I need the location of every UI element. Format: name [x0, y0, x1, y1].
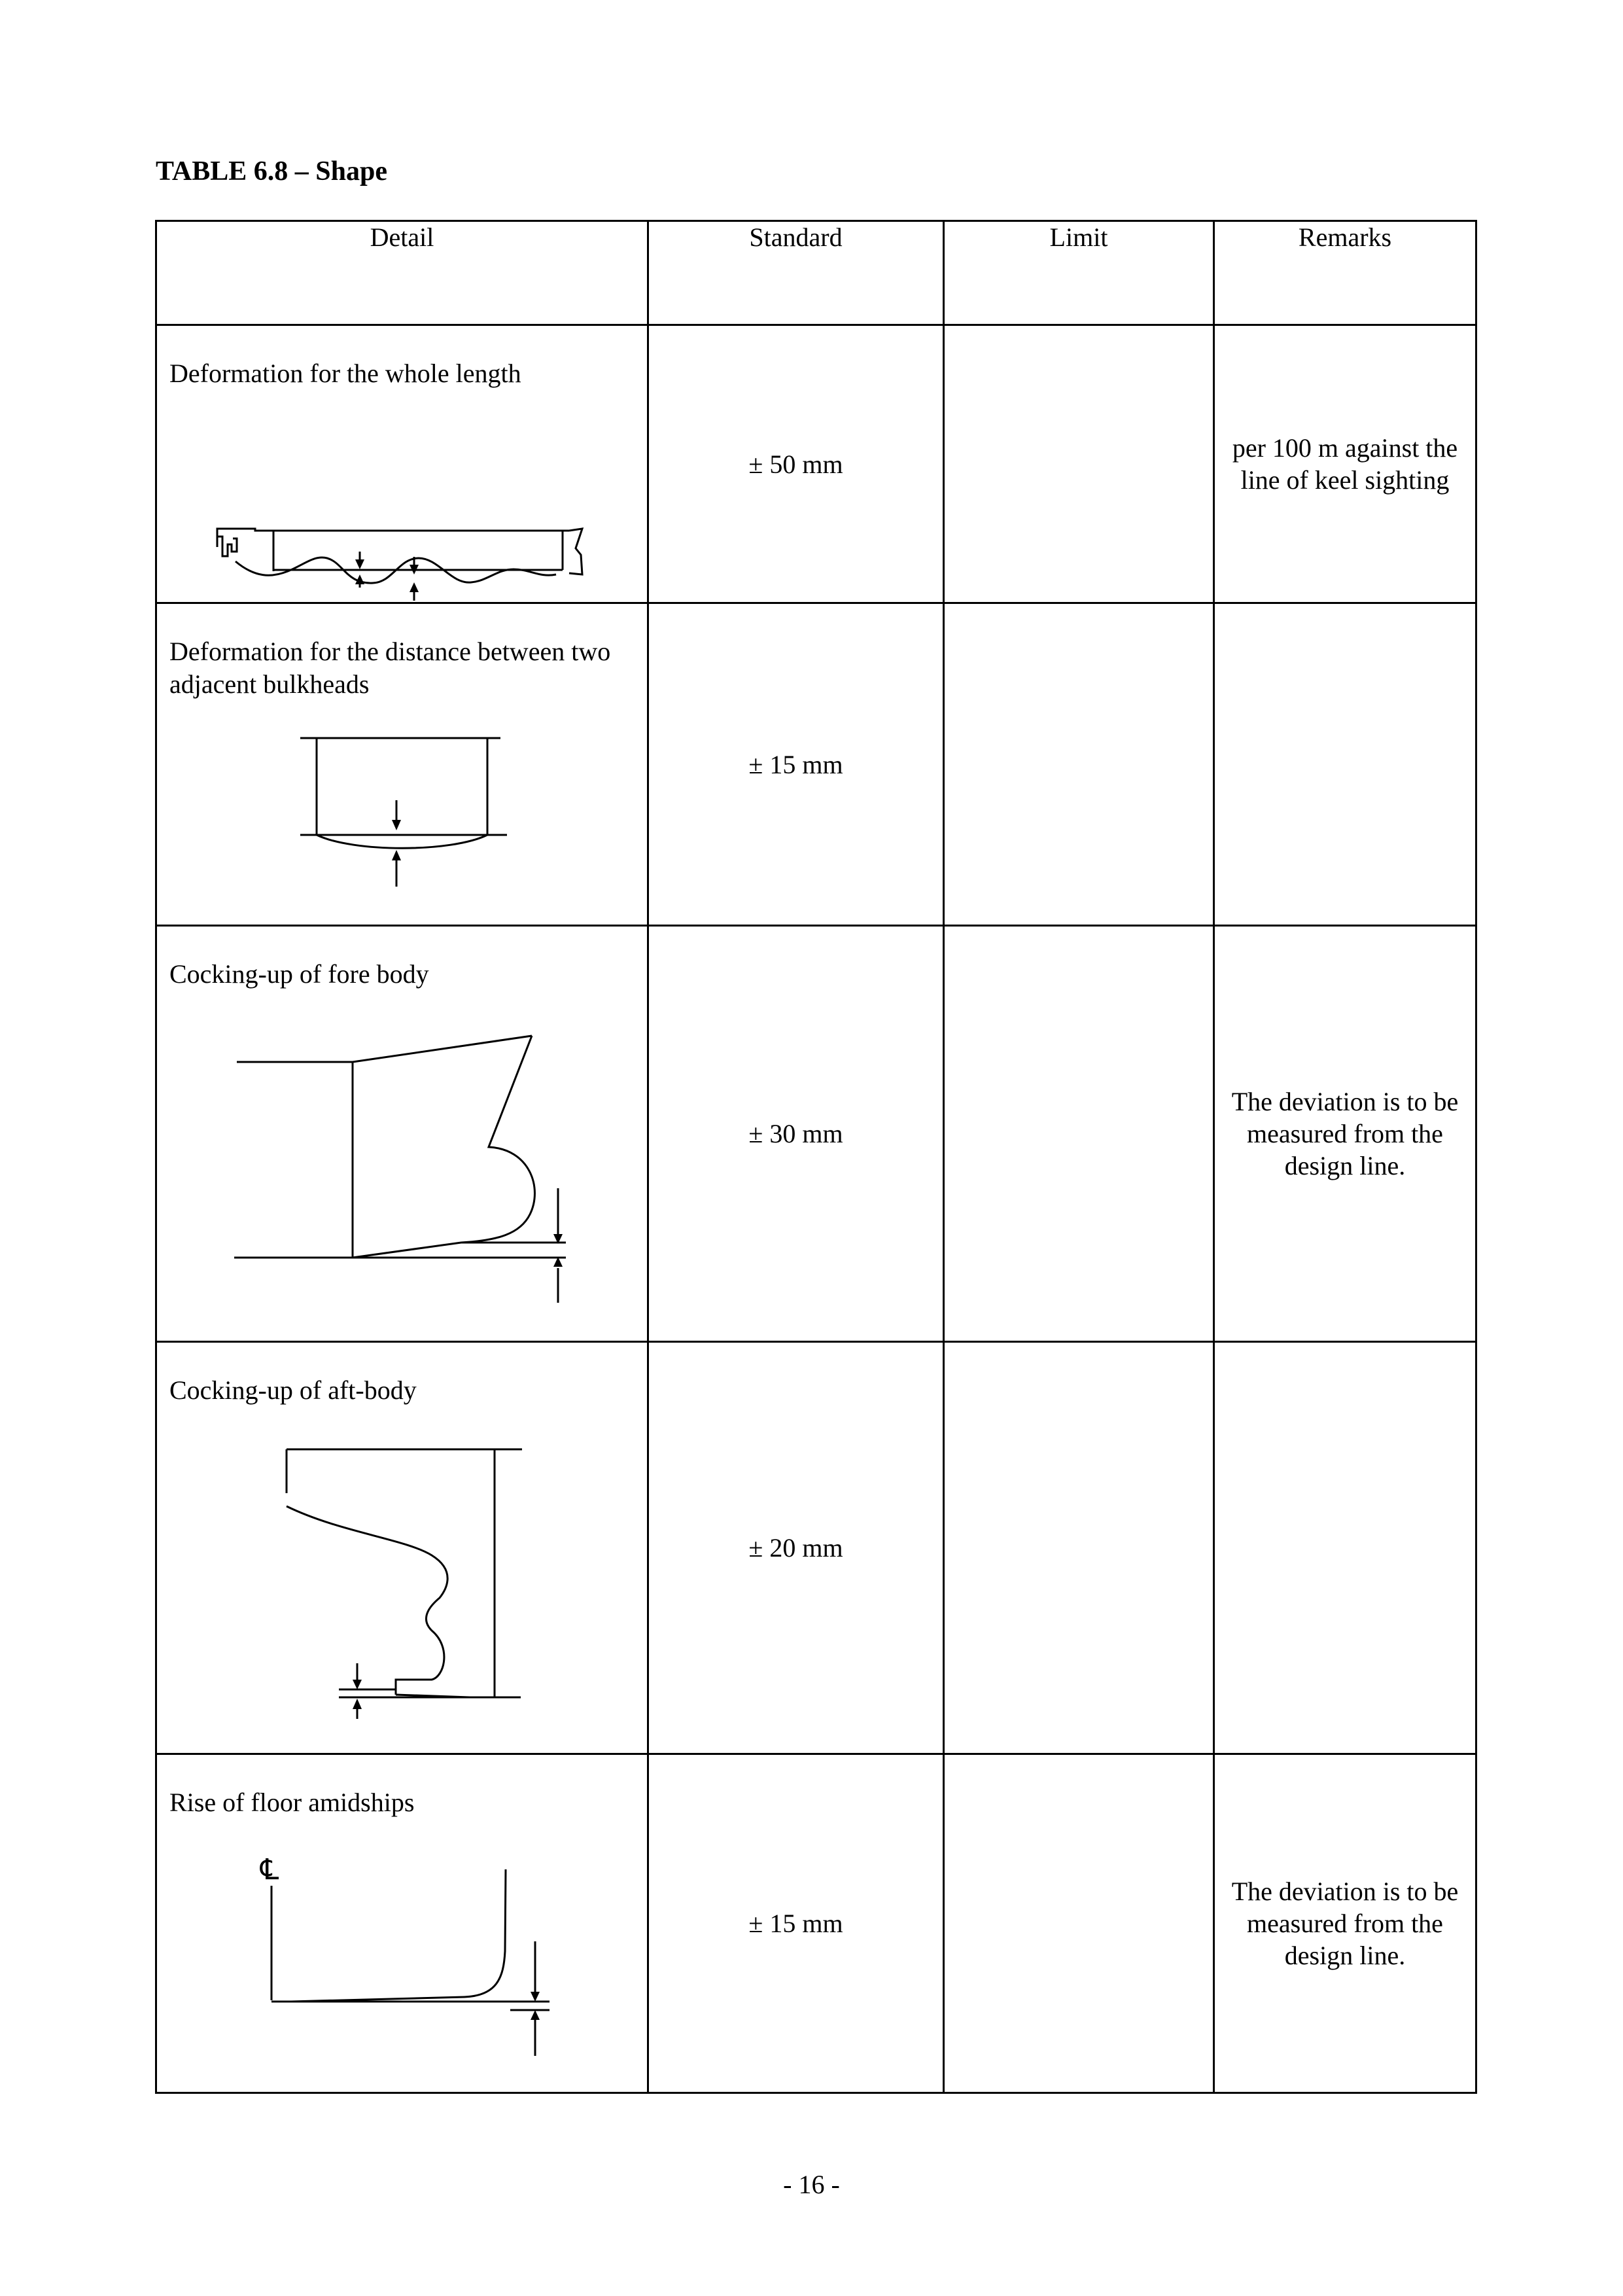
remarks-cell — [1214, 1754, 1476, 2093]
detail-cell — [156, 1342, 648, 1754]
bulkhead-deformation-diagram — [157, 604, 649, 927]
detail-label: Cocking-up of aft-body — [169, 1375, 417, 1405]
fore-body-diagram — [157, 927, 649, 1343]
remarks-cell — [1214, 325, 1476, 603]
header-remarks: Remarks — [1214, 221, 1476, 325]
limit-cell — [944, 1342, 1214, 1754]
header-limit: Limit — [944, 221, 1214, 325]
table-row — [156, 1754, 1476, 2093]
standard-cell: ± 15 mm — [648, 603, 944, 926]
remarks-text: per 100 m against the line of keel sighting — [1232, 433, 1458, 495]
remarks-cell — [1214, 1342, 1476, 1754]
detail-cell — [156, 926, 648, 1342]
table-row — [156, 1342, 1476, 1754]
standard-cell: ± 15 mm — [648, 1754, 944, 2093]
detail-label: Cocking-up of fore body — [169, 959, 429, 989]
table-header-row — [156, 221, 1476, 325]
floor-rise-diagram — [157, 1755, 649, 2094]
table-row — [156, 926, 1476, 1342]
shape-table — [155, 220, 1477, 2094]
limit-cell — [944, 1754, 1214, 2093]
standard-cell: ± 50 mm — [648, 325, 944, 603]
detail-cell — [156, 1754, 648, 2093]
hull-deformation-diagram — [157, 326, 649, 604]
page-number: - 16 - — [783, 2170, 840, 2199]
header-detail: Detail — [156, 221, 648, 325]
standard-cell: ± 30 mm — [648, 926, 944, 1342]
remarks-text: The deviation is to be measured from the design line. — [1231, 1877, 1459, 1970]
remarks-cell — [1214, 926, 1476, 1342]
limit-cell — [944, 926, 1214, 1342]
centerline-symbol: ℄ — [260, 1854, 279, 1886]
header-standard: Standard — [648, 221, 944, 325]
standard-cell: ± 20 mm — [648, 1342, 944, 1754]
table-row — [156, 325, 1476, 603]
table-title: TABLE 6.8 – Shape — [156, 156, 387, 186]
aft-body-diagram — [157, 1343, 649, 1755]
detail-cell — [156, 325, 648, 603]
detail-label: Deformation for the distance between two adjacent bulkheads — [169, 637, 611, 699]
limit-cell — [944, 325, 1214, 603]
detail-label: Rise of floor amidships — [169, 1788, 415, 1817]
remarks-cell — [1214, 603, 1476, 926]
table-row — [156, 603, 1476, 926]
limit-cell — [944, 603, 1214, 926]
detail-label: Deformation for the whole length — [169, 359, 521, 388]
detail-cell — [156, 603, 648, 926]
remarks-text: The deviation is to be measured from the design line. — [1231, 1087, 1459, 1180]
